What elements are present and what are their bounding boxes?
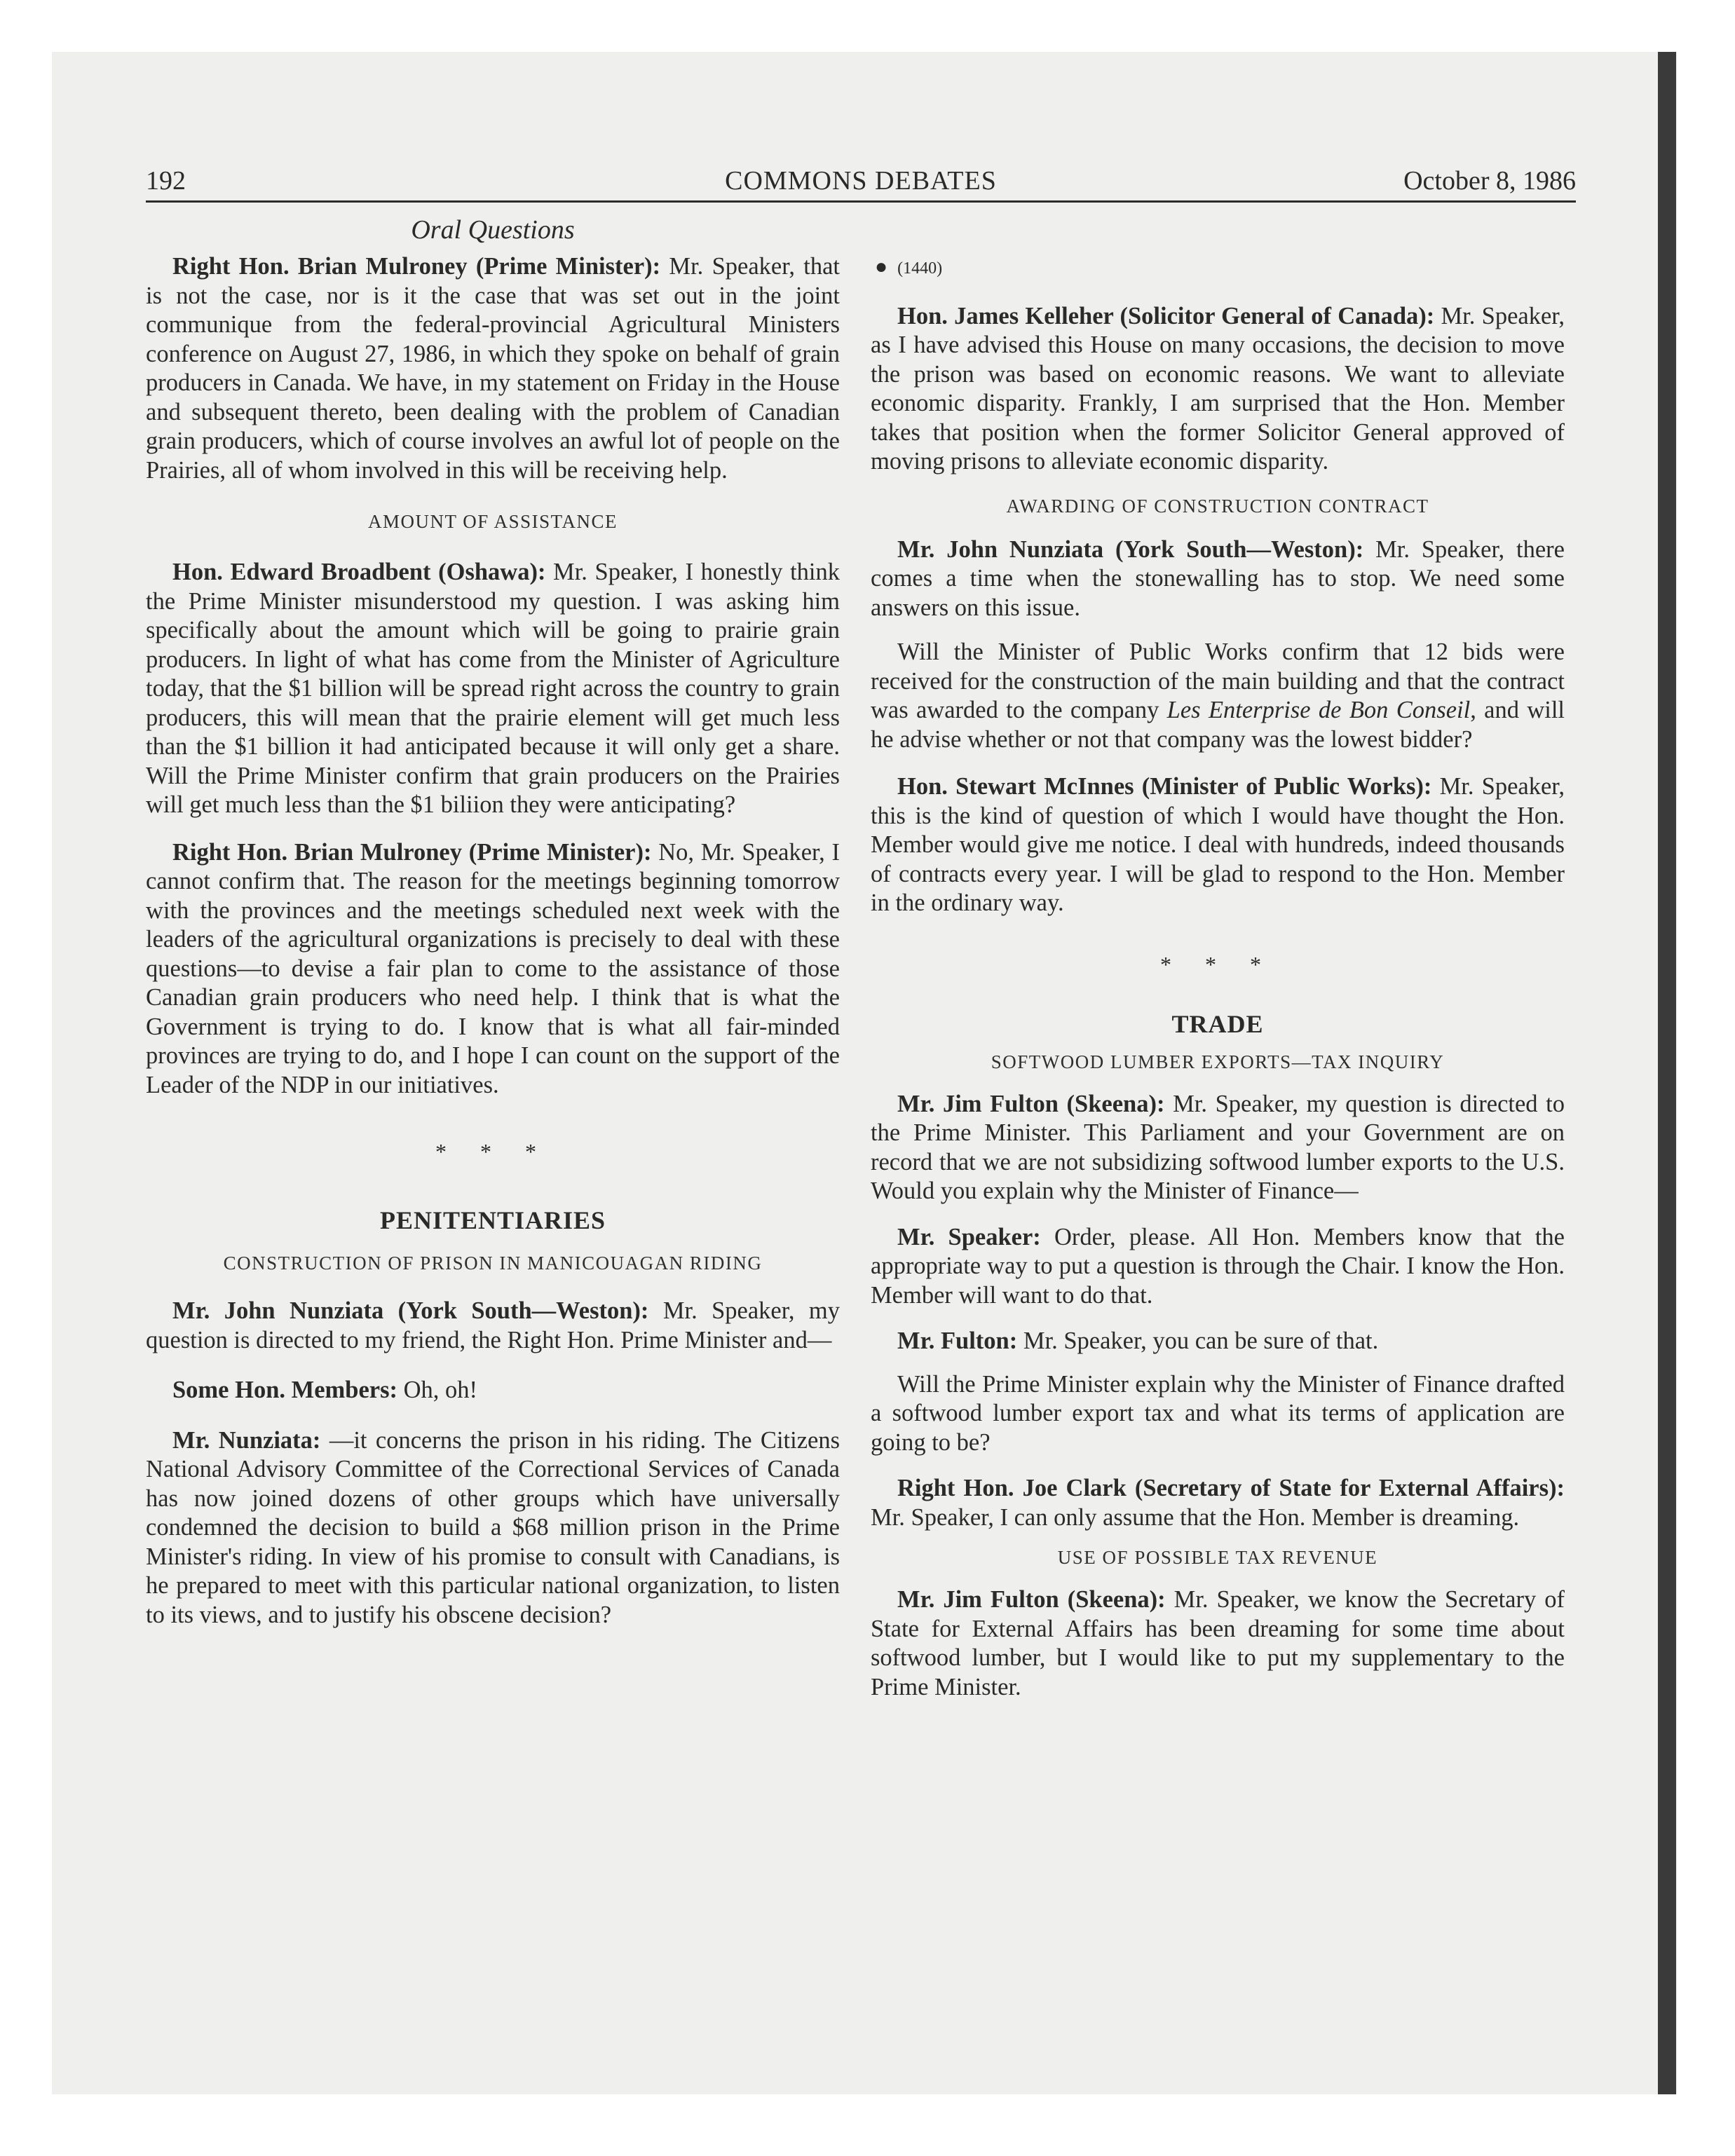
speech: Mr. Speaker, you can be sure of that. bbox=[1017, 1328, 1379, 1354]
speaker: Right Hon. Joe Clark (Secretary of State for External Affairs): bbox=[897, 1475, 1565, 1501]
paragraph bbox=[871, 772, 1565, 918]
paragraph bbox=[146, 838, 840, 1100]
speaker: Mr. John Nunziata (York South—Weston): bbox=[172, 1297, 649, 1324]
section-break: * * * bbox=[1160, 951, 1275, 977]
section-heading: PENITENTIARIES bbox=[379, 1206, 606, 1234]
left-column bbox=[146, 252, 840, 1630]
speaker: Mr. Nunziata: bbox=[172, 1426, 321, 1454]
section-break: * * * bbox=[435, 1139, 550, 1164]
speech: Mr. Speaker, my question is directed to the Prime Minister. This Parliament and your Government are on record that we are not subsidizing softwood lumber exports to the U.S. Would you explain why the Minister of Finance— bbox=[871, 1090, 1565, 1204]
speech: Mr. Speaker, we know the Secretary of State for External Affairs has been dreaming for some time about softwood lumber, but I would like to put my supplementary to the Prime Minister. bbox=[871, 1586, 1565, 1700]
speaker: Mr. John Nunziata (York South—Weston): bbox=[897, 535, 1364, 563]
speaker: Mr. Jim Fulton (Skeena): bbox=[897, 1586, 1166, 1613]
speech: Will the Prime Minister explain why the Minister of Finance drafted a softwood lumber export tax and what its terms of application are going to be? bbox=[871, 1370, 1565, 1456]
section-heading: TRADE bbox=[1171, 1010, 1264, 1038]
timestamp: (1440) bbox=[897, 259, 943, 278]
speech: Mr. Speaker, I can only assume that the Hon. Member is dreaming. bbox=[871, 1503, 1520, 1531]
page-number: 192 bbox=[146, 166, 186, 196]
paragraph bbox=[146, 1426, 840, 1630]
subheading: CONSTRUCTION OF PRISON IN MANICOUAGAN RIDING bbox=[223, 1253, 763, 1274]
paragraph bbox=[871, 1223, 1565, 1311]
page-header bbox=[146, 165, 1576, 203]
speech: , and will he advise whether or not that company was the lowest bidder? bbox=[871, 697, 1565, 753]
subheading: SOFTWOOD LUMBER EXPORTS—TAX INQUIRY bbox=[991, 1051, 1445, 1072]
paragraph bbox=[871, 1327, 1565, 1356]
speech: Mr. Speaker, my question is directed to my friend, the Right Hon. Prime Minister and— bbox=[146, 1297, 840, 1353]
publication-title: COMMONS DEBATES bbox=[725, 166, 997, 196]
company-name: Les Enterprise de Bon Conseil bbox=[1166, 697, 1471, 723]
paragraph bbox=[871, 638, 1565, 754]
speaker: Some Hon. Members: bbox=[172, 1377, 397, 1403]
paragraph bbox=[146, 558, 840, 820]
paragraph bbox=[871, 1090, 1565, 1206]
speech: Order, please. All Hon. Members know that the appropriate way to put a question is through the Chair. I know the Hon. Member will want to do that. bbox=[871, 1223, 1565, 1309]
paragraph bbox=[871, 1585, 1565, 1702]
speech: —it concerns the prison in his riding. The Citizens National Advisory Committee of the Correctional Services of Canada has now joined dozens of other groups which have universally condemned the decision to build a $68 million prison in the Prime Minister's riding. In view of his promise to consult with Canadians, is he prepared to meet with this particular national organization, to listen to its views, and to justify his obscene decision? bbox=[146, 1426, 841, 1628]
speaker: Mr. Jim Fulton (Skeena): bbox=[897, 1090, 1165, 1117]
paragraph bbox=[146, 252, 840, 485]
right-column bbox=[871, 252, 1565, 1702]
speaker: Right Hon. Brian Mulroney (Prime Minister): bbox=[172, 253, 661, 280]
subheading: AWARDING OF CONSTRUCTION CONTRACT bbox=[1006, 495, 1429, 517]
paragraph bbox=[871, 302, 1565, 477]
speech: Will the Minister of Public Works confirm that 12 bids were received for the construction of the main building and that the contract was awarded to the company bbox=[871, 639, 1565, 723]
speaker: Hon. Edward Broadbent (Oshawa): bbox=[172, 559, 546, 585]
paragraph bbox=[871, 1370, 1565, 1458]
speech: Oh, oh! bbox=[397, 1377, 478, 1403]
subheading: AMOUNT OF ASSISTANCE bbox=[368, 511, 618, 532]
speech: Mr. Speaker, this is the kind of question of which I would have thought the Hon. Member would give me notice. I deal with hundreds, indeed thousands of contracts every year. I will be glad to respond to the Hon. Member in the ordinary way. bbox=[871, 773, 1565, 916]
subheading: USE OF POSSIBLE TAX REVENUE bbox=[1057, 1547, 1378, 1568]
time-marker bbox=[871, 252, 1565, 284]
speech: No, Mr. Speaker, I cannot confirm that. The reason for the meetings beginning tomorrow with the provinces and the meetings scheduled next week with the leaders of the agricultural organizations is precisely to deal with these questions—to devise a fair plan to come to the assistance of those Canadian grain producers who need help. I think that is what the Government is trying to do. I know that is what all fair-minded provinces are trying to do, and I hope I can count on the support of the Leader of the NDP in our initiatives. bbox=[146, 838, 840, 1098]
speech: Mr. Speaker, as I have advised this House on many occasions, the decision to move the prison was based on economic reasons. We want to alleviate economic disparity. Frankly, I am surprised that the Hon. Member takes that position when the former Solicitor General approved of moving prisons to alleviate economic disparity. bbox=[871, 302, 1565, 475]
binding-edge bbox=[1658, 52, 1676, 2094]
paragraph bbox=[871, 1474, 1565, 1532]
speaker: Right Hon. Brian Mulroney (Prime Minister): bbox=[172, 838, 652, 866]
publication-date: October 8, 1986 bbox=[1403, 166, 1576, 196]
speaker: Hon. James Kelleher (Solicitor General of Canada): bbox=[897, 302, 1435, 329]
paragraph bbox=[871, 535, 1565, 623]
speaker: Mr. Speaker: bbox=[897, 1223, 1041, 1250]
running-head: Oral Questions bbox=[411, 215, 575, 245]
speech: Mr. Speaker, there comes a time when the stonewalling has to stop. We need some answers on this issue. bbox=[871, 535, 1565, 621]
paragraph bbox=[146, 1297, 840, 1355]
speaker: Mr. Fulton: bbox=[897, 1328, 1018, 1354]
bullet-icon: ● bbox=[875, 255, 888, 278]
speech: Mr. Speaker, I honestly think the Prime Minister misunderstood my question. I was asking him specifically about the amount which will be going to prairie grain producers. In light of what has come from the Minister of Agriculture today, that the $1 billion will be spread right across the country to grain producers, this will mean that the prairie element will get much less than the $1 billion it had anticipated because it will only get a share. Will the Prime Minister confirm that grain producers on the Prairies will get much less than the $1 biliion they were anticipating? bbox=[146, 559, 841, 818]
speech: Mr. Speaker, that is not the case, nor is it the case that was set out in the joint communique from the federal-provincial Agricultural Ministers conference on August 27, 1986, in which they spoke on behalf of grain producers in Canada. We have, in my statement on Friday in the House and subsequent thereto, been dealing with the problem of Canadian grain producers, which of course involves an awful lot of people on the Prairies, all of whom involved in this will be receiving help. bbox=[146, 253, 840, 484]
paragraph bbox=[146, 1376, 840, 1405]
speaker: Hon. Stewart McInnes (Minister of Public Works): bbox=[897, 773, 1432, 800]
